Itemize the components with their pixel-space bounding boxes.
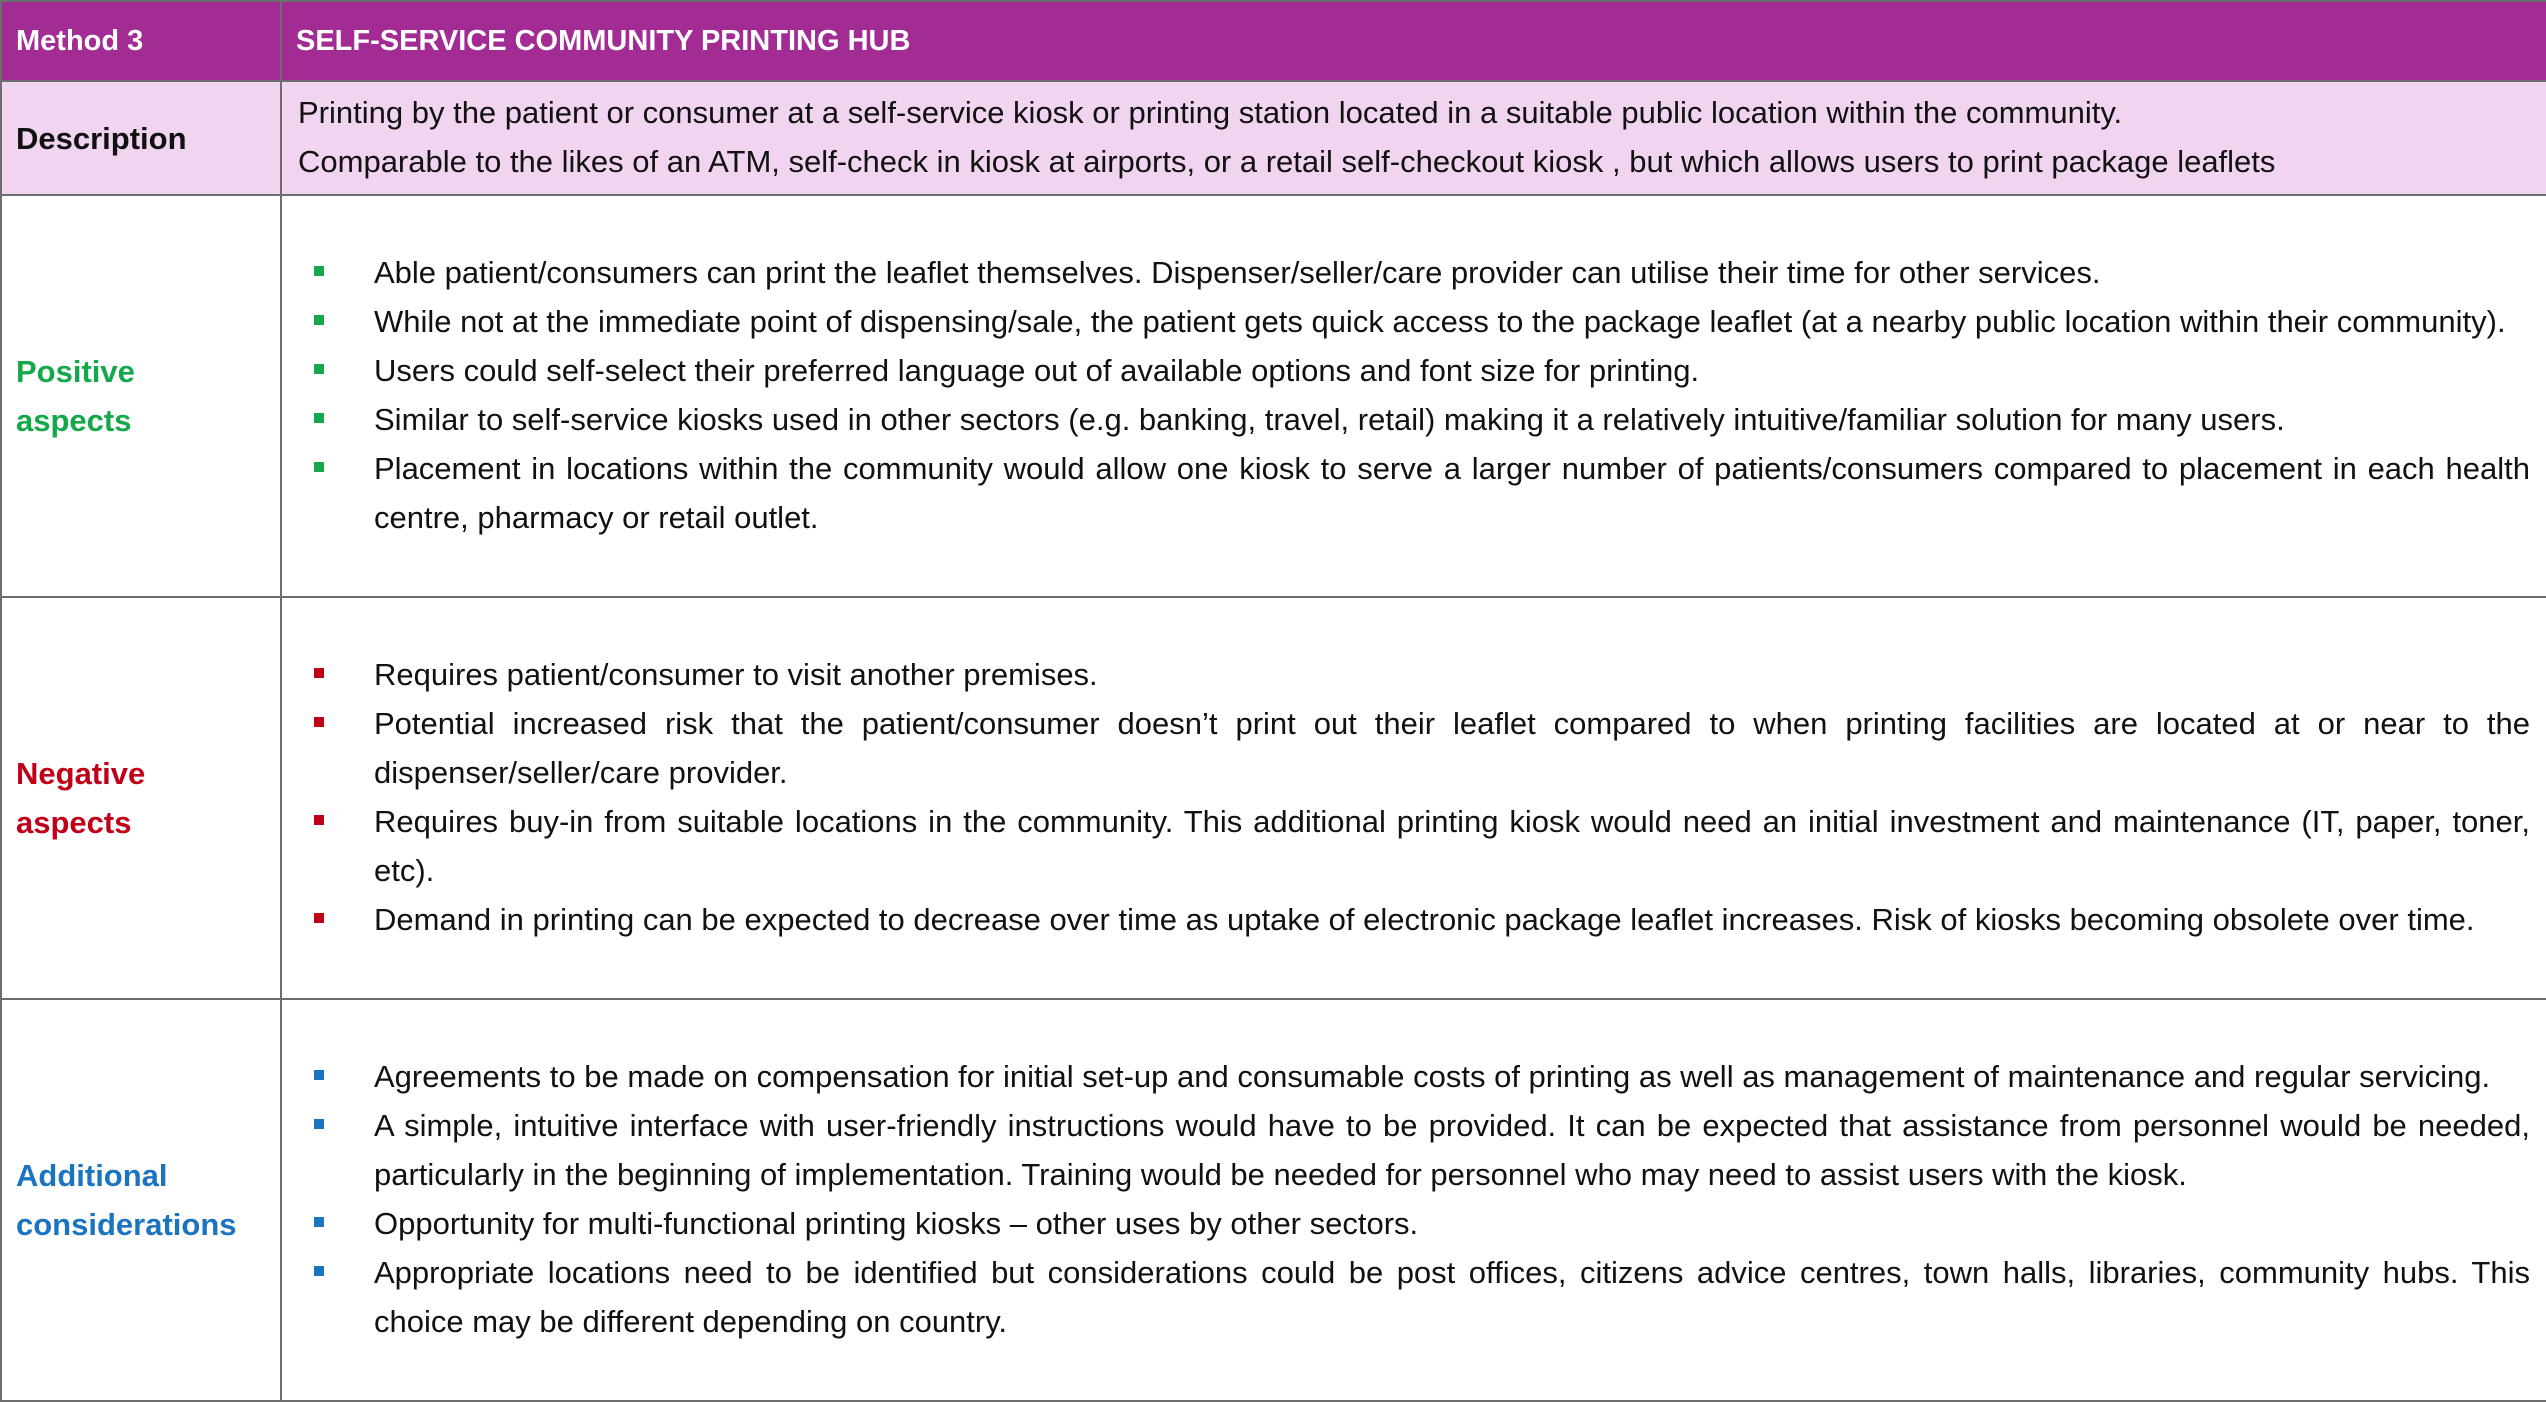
description-row [1,81,2546,195]
description-label: Description [1,81,281,195]
method-label: Method 3 [1,1,281,81]
header-row [1,1,2546,81]
list-item: Requires buy-in from suitable locations in the community. This additional printing kiosk would need an initial investment and maintenance (IT, paper, toner, etc). [298,797,2530,895]
green-square-bullet-icon [314,266,324,276]
red-square-bullet-icon [314,815,324,825]
list-item: Similar to self-service kiosks used in other sectors (e.g. banking, travel, retail) making it a relatively intuitive/familiar solution for many users. [298,395,2530,444]
positive-aspects-row [1,195,2546,597]
green-square-bullet-icon [314,462,324,472]
positive-aspects-label: Positive aspects [1,195,281,597]
blue-square-bullet-icon [314,1266,324,1276]
green-square-bullet-icon [314,315,324,325]
positive-aspects-list [298,248,2530,542]
red-square-bullet-icon [314,717,324,727]
list-item: While not at the immediate point of dispensing/sale, the patient gets quick access to the package leaflet (at a nearby public location within their community). [298,297,2530,346]
description-line: Printing by the patient or consumer at a self-service kiosk or printing station located in a suitable public location within the community. [298,95,2123,130]
list-item: Placement in locations within the community would allow one kiosk to serve a larger number of patients/consumers compared to placement in each health centre, pharmacy or retail outlet. [298,444,2530,542]
list-item: Requires patient/consumer to visit another premises. [298,650,2530,699]
negative-aspects-list [298,650,2530,944]
additional-considerations-cell [281,999,2546,1401]
list-item: Opportunity for multi-functional printing kiosks – other uses by other sectors. [298,1199,2530,1248]
list-item: Able patient/consumers can print the leaflet themselves. Dispenser/seller/care provider can utilise their time for other services. [298,248,2530,297]
negative-aspects-label: Negative aspects [1,597,281,999]
description-text [281,81,2546,195]
additional-considerations-list [298,1052,2530,1346]
method-title: SELF-SERVICE COMMUNITY PRINTING HUB [281,1,2546,81]
blue-square-bullet-icon [314,1119,324,1129]
list-item: Demand in printing can be expected to decrease over time as uptake of electronic package leaflet increases. Risk of kiosks becoming obsolete over time. [298,895,2530,944]
additional-considerations-label: Additional considerations [1,999,281,1401]
green-square-bullet-icon [314,413,324,423]
list-item: Agreements to be made on compensation for initial set-up and consumable costs of printing as well as management of maintenance and regular servicing. [298,1052,2530,1101]
blue-square-bullet-icon [314,1217,324,1227]
blue-square-bullet-icon [314,1070,324,1080]
list-item: Potential increased risk that the patient/consumer doesn’t print out their leaflet compared to when printing facilities are located at or near to the dispenser/seller/care provider. [298,699,2530,797]
red-square-bullet-icon [314,913,324,923]
negative-aspects-cell [281,597,2546,999]
list-item: A simple, intuitive interface with user-friendly instructions would have to be provided. It can be expected that assistance from personnel would be needed, particularly in the beginning of implementation. Training would be needed for personnel who may need to assist users with the kiosk. [298,1101,2530,1199]
list-item: Users could self-select their preferred language out of available options and font size for printing. [298,346,2530,395]
additional-considerations-row [1,999,2546,1401]
negative-aspects-row [1,597,2546,999]
red-square-bullet-icon [314,668,324,678]
positive-aspects-cell [281,195,2546,597]
list-item: Appropriate locations need to be identified but considerations could be post offices, citizens advice centres, town halls, libraries, community hubs. This choice may be different depending on country. [298,1248,2530,1346]
description-line: Comparable to the likes of an ATM, self-check in kiosk at airports, or a retail self-checkout kiosk , but which allows users to print package leaflets [298,144,2276,179]
green-square-bullet-icon [314,364,324,374]
